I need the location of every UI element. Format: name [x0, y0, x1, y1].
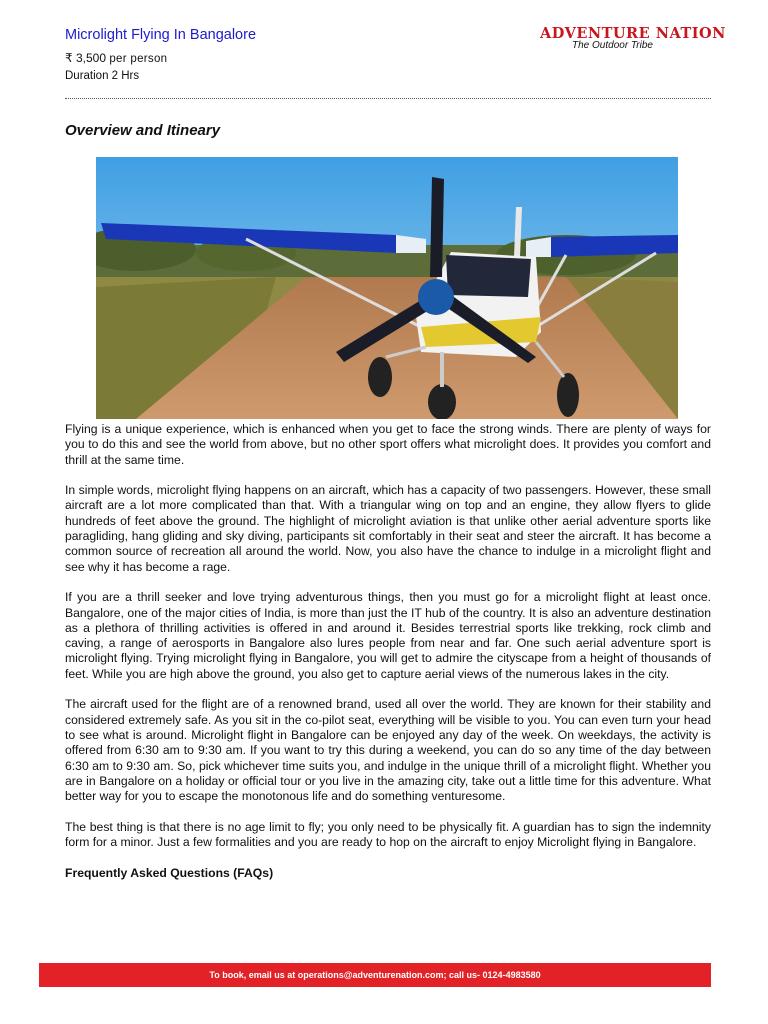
header-divider — [65, 98, 711, 99]
price — [65, 51, 167, 65]
adventure-nation-logo — [540, 25, 726, 56]
price-value: 3,500 — [75, 51, 107, 65]
paragraph-1: Flying is a unique experience, which is enhanced when you get to face the strong winds. There are plenty of ways for you to do this and see the world from above, but no other sport offers what microlight does. It provides you comfort and thrill at the same time. — [65, 422, 711, 467]
activity-title-link[interactable]: Microlight Flying In Bangalore — [65, 27, 257, 43]
rupee-symbol: ₹ — [65, 51, 73, 65]
paragraph-2: In simple words, microlight flying happens on an aircraft, which has a capacity of two passengers. However, these small aircraft are a lot more complicated than that. With a triangular wing on top and an engine, they allow flyers to glide hundreds of feet above the ground. The highlight of microlight aviation is that unlike other aerial adventure sports like paragliding, hang gliding and sky diving, participants sit comfortably in their seat and steer the aircraft. It has become a common source of recreation all around the world. Now, you also have the chance to indulge in a microlight flight and see why it has become a rage. — [65, 483, 711, 574]
booking-footer-bar: To book, email us at operations@adventurenation.com; call us- 0124-4983580 — [39, 963, 711, 987]
section-title: Overview and Itineary — [65, 122, 221, 139]
paragraph-5: The best thing is that there is no age limit to fly; you only need to be physically fit. A guardian has to sign the indemnity form for a minor. Just a few formalities and you are ready to hop on the aircraft to enjoy Microlight flying in Bangalore. — [65, 819, 711, 850]
price-unit: per person — [109, 53, 168, 65]
faq-heading: Frequently Asked Questions (FAQs) — [65, 865, 274, 880]
overview-body — [65, 422, 711, 896]
microlight-aircraft-photo — [96, 157, 678, 419]
paragraph-4: The aircraft used for the flight are of a renowned brand, used all over the world. They are known for their stability and considered extremely safe. As you sit in the co-pilot seat, everything will be visible to you. You can even turn your head to see what is around. Microlight flight in Bangalore can be enjoyed any day of the week. On weekdays, the activity is offered from 6:30 am to 9:30 am. If you want to try this during a weekend, you can do so any time of the day between 6:30 am to 9:30 am. So, pick whichever time suits you, and indulge in the unique thrill of a microlight flight. Whether you are in Bangalore on a holiday or official tour or you live in the amazing city, take out a little time for this adventure. What better way for you to escape the monotonous life and do something venturesome. — [65, 697, 711, 804]
logo-word-adventure: ADVENTURE — [540, 25, 651, 42]
paragraph-3: If you are a thrill seeker and love trying adventurous things, then you must go for a microlight flight at least once. Bangalore, one of the major cities of India, is more than just the IT hub of the country. It is also an adventure destination as a plethora of thrilling activities is offered in and around it. Besides terrestrial sports like trekking, rock climb and caving, a range of aerosports in Bangalore also lures people from near and far. One such aerial adventure sport is microlight flying. Trying microlight flying in Bangalore, you will get to admire the cityscape from a height of thousands of feet. While you are high above the ground, you also get to capture aerial views of the numerous lakes in the city. — [65, 590, 711, 681]
duration: Duration 2 Hrs — [65, 70, 140, 82]
logo-word-nation: NATION — [655, 25, 726, 42]
logo-tagline: The Outdoor Tribe — [572, 40, 653, 51]
